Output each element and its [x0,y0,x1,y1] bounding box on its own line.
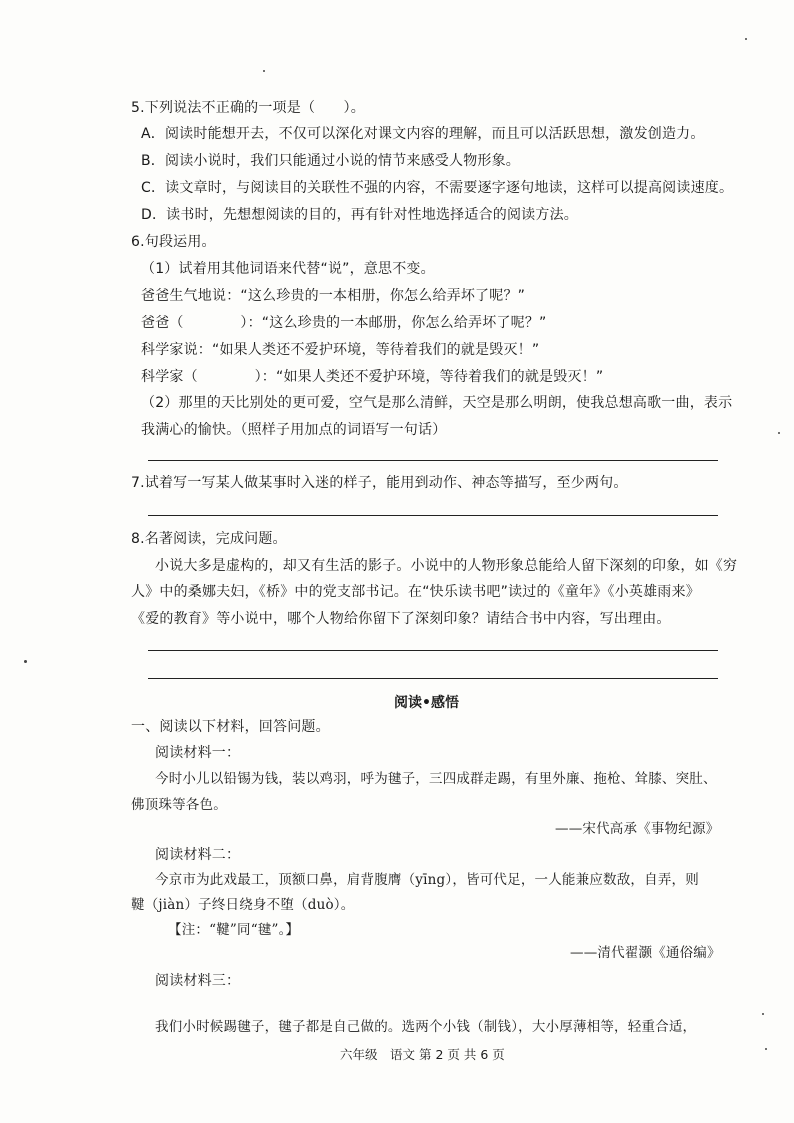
q8-stem: 8.名著阅读，完成问题。 [131,531,287,547]
q6-line-3: 科学家说：“如果人类还不爱护环境，等待着我们的就是毁灭！” [141,342,540,358]
scan-speck [24,660,27,663]
scan-speck [263,70,265,72]
section-title: 阅读•感悟 [394,695,459,711]
q5-option-a: A．阅读时能想开去，不仅可以深化对课文内容的理解，而且可以活跃思想，激发创造力。 [141,126,705,142]
material-1-line-2: 佛顶珠等各色。 [131,797,227,813]
q6-line-4: 科学家（ ）：“如果人类还不爱护环境，等待着我们的就是毁灭！” [141,369,604,385]
material-2-line-1: 今京市为此戏最工，顶额口鼻，肩背腹膺（yīng），皆可代足，一人能兼应数敌，自弄，则 [155,872,699,888]
q6-part1: （1）试着用其他词语来代替“说”，意思不变。 [141,261,435,277]
material-2-line-2: 鞬（jiàn）子终日绕身不堕（duò）。 [131,897,355,913]
q6-line-1: 爸爸生气地说：“这么珍贵的一本相册，你怎么给弄坏了呢？” [141,288,526,304]
q6-part2-line-1: （2）那里的天比别处的更可爱，空气是那么清鲜，天空是那么明朗，使我总想高歌一曲，表示 [141,395,733,411]
scan-speck [762,1013,764,1015]
q6-part2-line-2: 我满心的愉快。（照样子用加点的词语写一句话） [141,422,447,438]
q6-stem: 6.句段运用。 [131,234,216,250]
q7-stem: 7.试着写一写某人做某事时入迷的样子，能用到动作、神态等描写，至少两句。 [131,475,628,491]
material-2-label: 阅读材料二： [155,847,241,863]
material-3-label: 阅读材料三： [155,973,241,989]
page-footer: 六年级 语文 第 2 页 共 6 页 [340,1047,505,1062]
q5-option-c: C．读文章时，与阅读目的关联性不强的内容，不需要逐字逐句地读，这样可以提高阅读速度。 [141,180,734,196]
material-1-line-1: 今时小儿以铅锡为钱，装以鸡羽，呼为毽子，三四成群走踢，有里外廉、拖枪、耸膝、突肚、 [155,771,717,787]
material-1-label: 阅读材料一： [155,745,241,761]
q7-answer-line [148,515,718,516]
q5-option-d: D．读书时，先想想阅读的目的，再有针对性地选择适合的阅读方法。 [141,207,578,223]
material-2-note: 【注：“鞬”同“毽”。】 [168,922,300,938]
q5-option-b: B．阅读小说时，我们只能通过小说的情节来感受人物形象。 [141,153,521,169]
scan-speck [778,432,780,434]
scan-speck [765,1048,767,1050]
q8-answer-line-1 [148,650,718,651]
material-2-source: ——清代翟灏《通俗编》 [570,945,721,961]
material-3-line-1: 我们小时候踢毽子，毽子都是自己做的。选两个小钱（制钱），大小厚薄相等，轻重合适， [155,1019,697,1035]
q6-line-2: 爸爸（ ）：“这么珍贵的一本邮册，你怎么给弄坏了呢？” [141,315,547,331]
q8-answer-line-2 [148,678,718,679]
q8-line-2: 人》中的桑娜夫妇，《桥》中的党支部书记。在“快乐读书吧”读过的《童年》《小英雄雨来》 [131,584,700,600]
q8-line-3: 《爱的教育》等小说中，哪个人物给你留下了深刻印象？请结合书中内容，写出理由。 [131,611,671,627]
section-intro: 一、阅读以下材料，回答问题。 [131,719,330,735]
q6-answer-line [148,460,718,461]
scan-speck [745,38,747,40]
material-1-source: ——宋代高承《事物纪源》 [555,821,720,837]
q8-line-1: 小说大多是虚构的，却又有生活的影子。小说中的人物形象总能给人留下深刻的印象，如《穷 [155,558,738,574]
q5-stem: 5.下列说法不正确的一项是（ ）。 [131,100,365,116]
